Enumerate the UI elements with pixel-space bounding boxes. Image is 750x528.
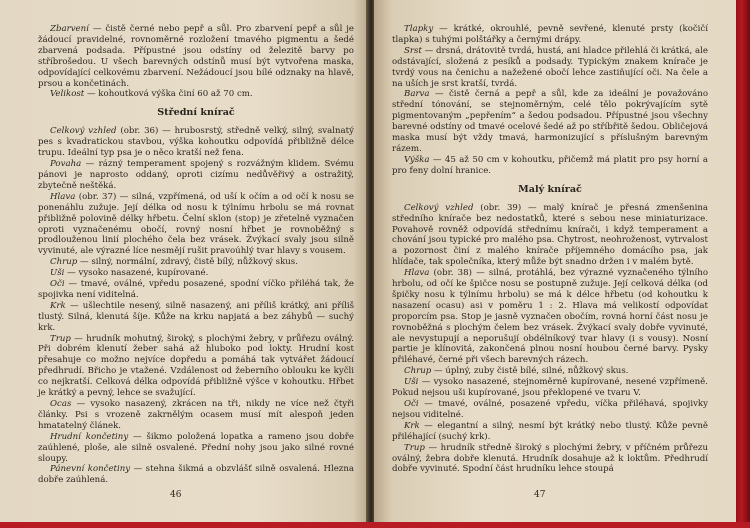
paragraph — [38, 126, 354, 159]
paragraph — [392, 24, 708, 46]
paragraph — [38, 301, 354, 334]
term: Hlava — [50, 191, 76, 202]
paragraph — [392, 89, 708, 154]
paragraph — [392, 421, 708, 443]
definition: (obr. 36) — hrubosrstý, středně velký, silný, svalnatý pes s kvadratickou stavbou, výška kohoutku odpovídá přibližně délce trupu. Ideální typ psa je o něco kratší než fena. — [38, 126, 354, 159]
right-page — [374, 0, 736, 526]
definition: (obr. 39) — malý knírač je přesná zmenšenina středního knírače bez nedostatků, které s sebou nese miniaturizace. Povahově rovněž odpovídá střednímu knírači, i když temperament a chování jsou typické pro malého psa. Chytrost, neohroženost, vytrvalost a pozornost činí z malého knírače příjemného domácího psa, jak hlídače, tak společníka, který může být snadno držen i v malém bytě. — [392, 202, 708, 268]
definition: — tmavé, oválné, posazené vpředu, víčka přiléhavá, spojivky nejsou viditelné. — [392, 399, 708, 420]
paragraph — [38, 159, 354, 192]
term: Trup — [50, 333, 71, 344]
term: Uši — [50, 268, 65, 279]
left-page-body — [38, 126, 354, 486]
paragraph — [38, 192, 354, 257]
definition: — tmavé, oválné, vpředu posazené, spodní víčko přiléhá tak, že spojivka není viditelná. — [38, 279, 354, 300]
term: Trup — [404, 442, 425, 453]
definition: — kohoutková výška činí 60 až 70 cm. — [84, 89, 253, 100]
term: Celkový vzhled — [404, 202, 474, 213]
definition: — čistě černá a pepř a sůl, kde za ideální je považováno střední tónování, se stejnoměrným, celé tělo pokrývajícím sytě pigmentovaným „pepřením“ a šedou podsadou. Přípustné jsou všechny barevné odstíny od tmavé ocelové šedé až po stříbřitě šedou. Obličejová maska musí být vždy tmavá, harmonizující s příslušným barevným rázem. — [392, 89, 708, 154]
term: Celkový vzhled — [50, 126, 117, 137]
paragraph — [392, 46, 708, 90]
paragraph — [392, 377, 708, 399]
term: Chrup — [404, 366, 432, 377]
page-number-left: 46 — [170, 490, 182, 500]
paragraph — [38, 279, 354, 301]
definition: — drsná, drátovitě tvrdá, hustá, ani hladce přilehlá či krátká, ale odstávající, složená z pesíků a podsady. Typickým znakem knírače je tvrdý vous na čenichu a nažežené obočí lehce zastiňující oči. Na čele a na uších je srst kratší, tvrdá. — [392, 45, 708, 89]
definition: — ušlechtile nesený, silně nasazený, ani příliš krátký, ani příliš tlustý. Silná, klenutá šíje. Kůže na krku napjatá a bez záhybů — suchý krk. — [38, 300, 354, 333]
paragraph — [38, 432, 354, 465]
term: Velikost — [50, 89, 85, 100]
paragraph — [38, 257, 354, 268]
paragraph — [392, 268, 708, 366]
definition: — silný, normální, zdravý, čistě bílý, nůžkový skus. — [77, 257, 298, 268]
term: Oči — [404, 399, 419, 409]
definition: — stehna šikmá a obzvlášť silně osvalená. Hlezna dobře zaúhlená. — [38, 464, 354, 486]
term: Srst — [404, 45, 422, 56]
term: Povaha — [50, 159, 82, 170]
term: Krk — [50, 300, 66, 311]
definition: — krátké, okrouhlé, pevně sevřené, klenuté prsty (kočičí tlapka) s tuhými polštářky a černými drápy. — [392, 24, 708, 45]
left-page — [0, 0, 368, 526]
paragraph — [392, 203, 708, 268]
section-heading-stredni-knirac: Střední knírač — [157, 107, 235, 119]
definition: — rázný temperament spojený s rozvážným klidem. Svému pánovi je naprosto oddaný, oproti cizímu nedůvěřivý a ostražitý, zbytečně neštěká. — [38, 159, 354, 191]
definition: — 45 až 50 cm v kohoutku, přičemž má platit pro psy horní a pro feny dolní hranice. — [392, 154, 708, 176]
term: Hrudní končetiny — [50, 431, 129, 442]
page-number-right: 47 — [534, 490, 546, 500]
term: Uši — [404, 377, 419, 388]
definition: (obr. 37) — silná, vzpřímená, od uší k očím a od očí k nosu se ponenáhlu zužuje. Její délka od nosu k týlnímu hrbolu se má rovnat přibližně polovině délky hřbetu. Čelní sklon (stop) je zřetelně vyznačen oproti vyznačenému obočí, rovný nosní hřbet je rovnoběžný s prodlouženou linií plochého čela bez vrásek. Žvýkací svaly jsou silně vyvinuté, ale výrazné líce nesmějí rušit pravoúhlý tvar hlavy s vousem. — [38, 191, 354, 257]
paragraph — [38, 464, 354, 486]
paragraph — [392, 155, 708, 177]
paragraph — [392, 366, 708, 377]
book-cover-edge — [736, 0, 750, 528]
term: Pánevní končetiny — [50, 464, 131, 475]
term: Oči — [50, 279, 65, 290]
paragraph — [38, 24, 354, 89]
term: Chrup — [50, 257, 78, 268]
definition: (obr. 38) — silná, protáhlá, bez výrazné vyznačeného týlního hrbolu, od očí ke špičce nosu se postupně zužuje. Její celková délka (od špičky nosu k týlnímu hrbolu) se má k délce hřbetu (od kohoutku k nasazení ocasu) asi v poměru 1 : 2. Hlava má velikostí odpovídat proporcím psa. Stop je jasně vyznačen obočím, rovná horní část nosu je rovnoběžná s plochým čelem bez vrásek. Žvýkací svaly dobře vyvinuté, ale nevystupují a neporušují obdélníkový tvar hlavy (i s vousy). Nosní partie je klínovitá, zakončená plnou nosní houbou černé barvy. Pysky přiléhavé, černé při všech barevných rázech. — [392, 268, 708, 366]
paragraph — [38, 334, 354, 399]
definition: — šikmo položená lopatka a rameno jsou dobře zaúhlené, ploše, ale silně osvalené. Přední nohy jsou jako silné rovné sloupy. — [38, 431, 354, 464]
term: Zbarvení — [50, 24, 89, 34]
definition: — úplný, zuby čistě bílé, silné, nůžkový skus. — [431, 366, 629, 377]
right-page-body — [392, 203, 708, 476]
term: Krk — [404, 420, 420, 431]
definition: — vysoko nasazené, kupírované. — [64, 268, 209, 279]
term: Výška — [404, 154, 430, 165]
term: Ocas — [50, 399, 72, 409]
paragraph — [38, 268, 354, 279]
paragraph — [38, 399, 354, 432]
definition: — čistě černé nebo pepř a sůl. Pro zbarvení pepř a sůl je žádoucí pravidelné, rovnoměrné rozložení tmavého pigmentu a šedé zbarvená podsada. Přípustné jsou odstíny od železitě barvy po stříbrošedou. U všech barevných odstínů musí být vytvořena maska, odpovídající celkovému zbarvení. Nežádoucí jsou bílé odznaky na hlavě, prsou a končetinách. — [38, 24, 354, 89]
right-page-text — [392, 24, 708, 177]
definition: — hrudník středně široký s plochými žebry, v příčném průřezu oválný, žebra dobře klenutá. Hrudník dosahuje až k loktům. Předhrudí dobře vyvinuté. Spodní část hrudníku lehce stoupá — [392, 442, 708, 475]
definition: — vysoko nasazené, stejnoměrně kupírované, nesené vzpřímeně. Pokud nejsou uši kupírované, jsou překlopené ve tvaru V. — [392, 377, 708, 399]
definition: — hrudník mohutný, široký, s plochými žebry, v průřezu oválný. Při dobrém klenutí žeber sahá až hluboko pod lokty. Hrudní kost přesahuje co možno nejvíce dopředu a pomáhá tak vytvářet žádoucí předhrudí. Břicho je vtažené. Vzdálenost od žeberního oblouku ke kyčli co nejkratší. Celková délka odpovídá přibližně výšce v kohoutku. Hřbet je krátký a pevný, lehce se svažující. — [38, 333, 354, 399]
definition: — vysoko nasazený, zkrácen na tři, nikdy ne více než čtyři články. Psi s vrozeně zakrnělým ocasem musí mít alespoň jeden hmatatelný článek. — [38, 399, 354, 431]
paragraph — [392, 443, 708, 476]
term: Tlapky — [404, 24, 434, 34]
paragraph — [392, 399, 708, 421]
left-page-text — [38, 24, 354, 100]
paragraph — [38, 89, 354, 100]
section-heading-maly-knirac: Malý knírač — [518, 183, 582, 195]
definition: — elegantní a silný, nesmí být krátký nebo tlustý. Kůže pevně přiléhající (suchý krk). — [392, 420, 708, 442]
book-cover-bottom — [0, 522, 750, 528]
term: Barva — [404, 89, 430, 100]
term: Hlava — [404, 268, 430, 279]
